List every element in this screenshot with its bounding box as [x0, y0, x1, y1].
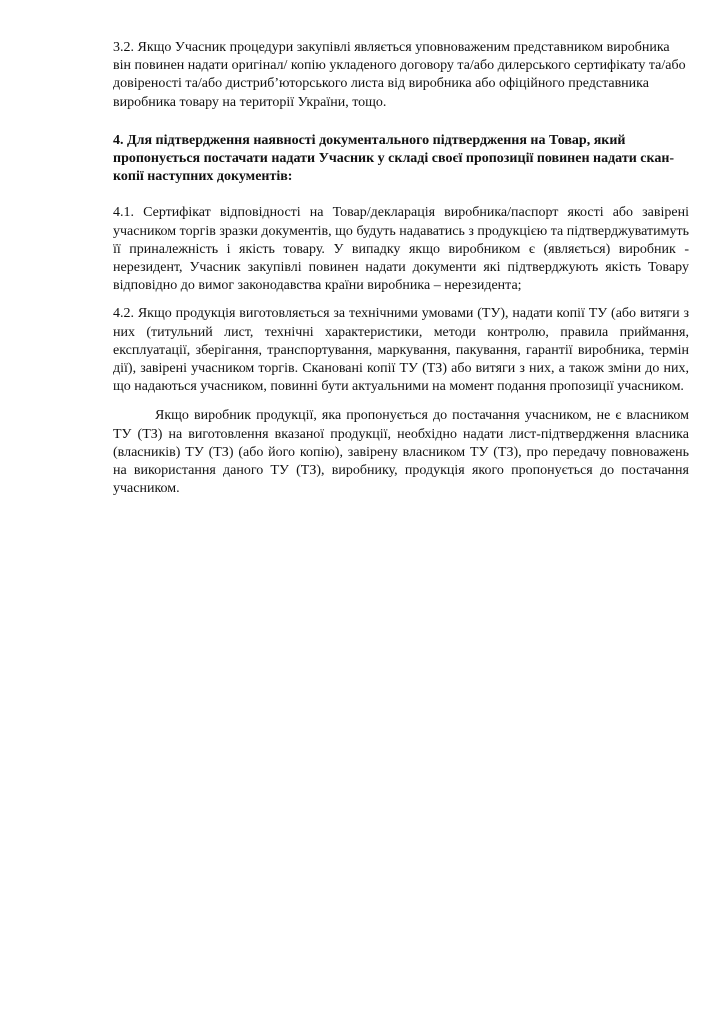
document-page [113, 39, 689, 498]
paragraph-3-2: 3.2. Якщо Учасник процедури закупівлі являється уповноваженим представником виробника він повинен надати оригінал/ копію укладеного договору та/або дилерського сертифікату та/або довіреності та/або дистриб’юторського листа від виробника або офіційного представника виробника товару на території України, тощо. [113, 40, 686, 110]
section-4-heading: 4. Для підтвердження наявності документального підтвердження на Товар, який пропонується постачати надати Учасник у складі своєї пропозиції повинен надати скан- копії наступних документів: [113, 132, 675, 185]
paragraph-4-2: 4.2. Якщо продукція виготовляється за технічними умовами (ТУ), надати копії ТУ (або витяги з них (титульний лист, технічні характеристики, методи контролю, правила приймання, експлуатації, зберігання, транспортування, маркування, пакування, гарантії виробника, термін дії), завірені учасником торгів. Скановані копії ТУ (ТЗ) або витяги з них, а також зміни до них, що надаються учасником, повинні бути актуальними на момент подання пропозиції учасником. [113, 306, 689, 395]
paragraph-note: Якщо виробник продукції, яка пропонується до постачання учасником, не є власником ТУ (ТЗ) на виготовлення вказаної продукції, необхідно надати лист-підтвердження власника (власників) ТУ (ТЗ) (або його копію), завірену власником ТУ (ТЗ), про передачу повноважень на використання даного ТУ (ТЗ), виробнику, продукція якого пропонується до постачання учасником. [113, 408, 689, 497]
paragraph-4-1: 4.1. Сертифікат відповідності на Товар/декларація виробника/паспорт якості або завірені учасником торгів зразки документів, що будуть надаватись з продукцією та підтверджуватимуть її приналежність і якість товару. У випадку якщо виробником є (являється) виробник - нерезидент, Учасник закупівлі повинен надати документи які підтверджують якість Товару відповідно до вимог законодавства країни виробника – нерезидента; [113, 205, 689, 294]
